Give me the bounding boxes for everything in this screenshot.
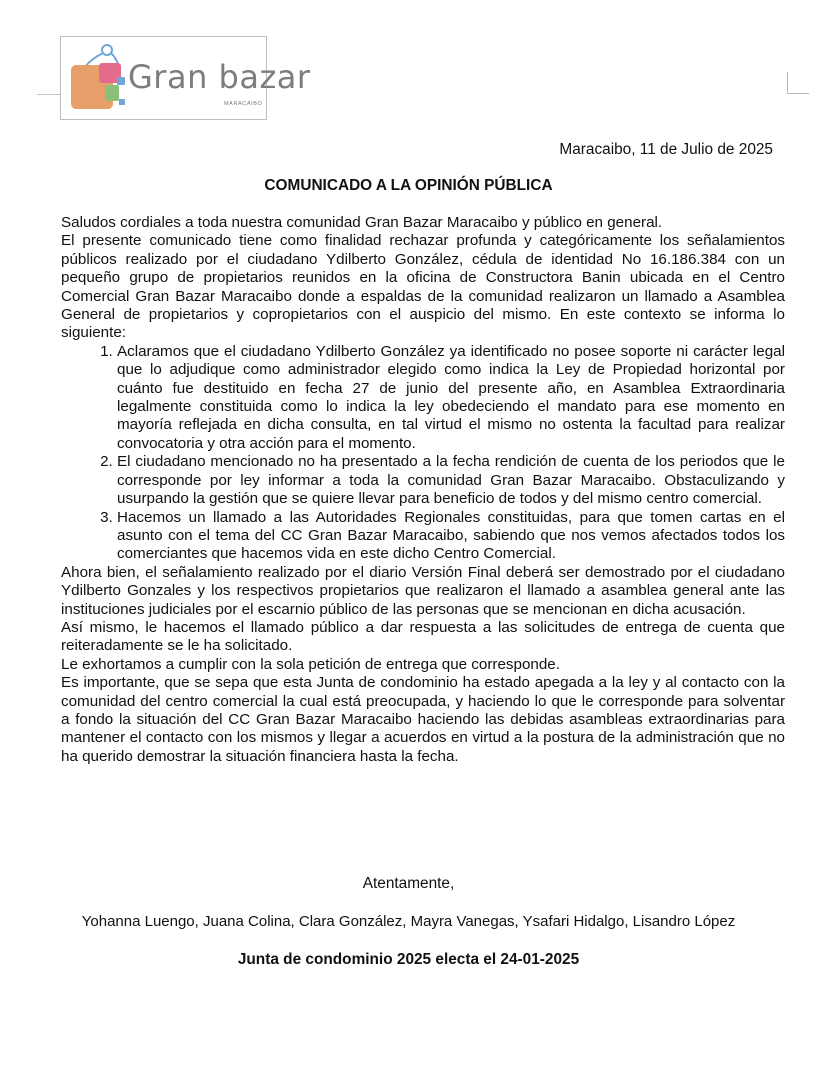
logo-wordmark: Gran bazar [128, 58, 311, 96]
document-body [61, 214, 785, 766]
logo-subtitle: MARACAIBO [224, 101, 263, 107]
paragraph-solicitudes: Así mismo, le hacemos el llamado público a dar respuesta a las solicitudes de entrega de cuenta que reiteradamente se le ha solicitado. [61, 618, 785, 655]
corner-mark [787, 93, 809, 94]
paragraph-junta: Es importante, que se sepa que esta Junta de condominio ha estado apegada a la ley y al contacto con la comunidad del centro comercial la cual está preocupada, y haciendo lo que le corresponde para solventar a fondo la situación del CC Gran Bazar Maracaibo haciendo las debidas asambleas extraordinarias para mantener el contacto con los mismos y llegar a acuerdos en virtud a la postura de la administración que no ha querido demostrar la situación financiera hasta la fecha. [61, 674, 785, 765]
document-title: COMUNICADO A LA OPINIÓN PÚBLICA [264, 177, 553, 194]
paragraph-version-final: Ahora bien, el señalamiento realizado por el diario Versión Final deberá ser demostrado por el ciudadano Ydilberto Gonzales y los respectivos propietarios que realizaron el llamado a asamblea general ante las instituciones judiciales por el escarnio público de las personas que se mencionan en dicha acusación. [61, 563, 785, 618]
corner-mark [787, 72, 788, 94]
header-rule [37, 94, 61, 95]
list-item: 2. El ciudadano mencionado no ha presentado a la fecha rendición de cuenta de los periodos que le corresponde por ley informar a toda la comunidad Gran Bazar Maracaibo. Obstaculizando y usurpando la gestión que se quiere llevar para beneficio de todos y del mismo centro comercial. [117, 453, 785, 508]
date-line: Maracaibo, 11 de Julio de 2025 [559, 141, 773, 158]
points-list [61, 343, 785, 564]
list-item: 3. Hacemos un llamado a las Autoridades Regionales constituidas, para que tomen cartas en el asunto con el tema del CC Gran Bazar Maracaibo, sabiendo que nos vemos afectados todos los comerciantes que hacemos vida en este dicho Centro Comercial. [117, 509, 785, 564]
logo [60, 36, 311, 120]
board-line: Junta de condominio 2025 electa el 24-01-2025 [237, 951, 580, 968]
paragraph-exhortamos: Le exhortamos a cumplir con la sola petición de entrega que corresponde. [61, 655, 560, 673]
closing-line: Atentamente, [362, 875, 455, 892]
signers-line: Yohanna Luengo, Juana Colina, Clara González, Mayra Vanegas, Ysafari Hidalgo, Lisandro López [81, 913, 736, 930]
list-item: 1. Aclaramos que el ciudadano Ydilberto González ya identificado no posee soporte ni carácter legal que lo adjudique como administrador elegido como indica la Ley de Propiedad horizontal por cuánto fue destituido en fecha 27 de junio del presente año, en Asamblea Extraordinaria legalmente constituida como lo indica la ley obedeciendo el mandato para ese momento en mayoría reflejada en dicha consulta, en tal virtud el mismo no ostenta la facultad para realizar convocatoria y otra acción para el momento. [117, 343, 785, 453]
greeting-paragraph: Saludos cordiales a toda nuestra comunidad Gran Bazar Maracaibo y público en general. [61, 214, 663, 231]
intro-paragraph: El presente comunicado tiene como finalidad rechazar profunda y categóricamente los señalamientos públicos realizado por el ciudadano Ydilberto González, cédula de identidad No 16.186.384 con un pequeño grupo de propietarios reunidos en la oficina de Constructora Banin ubicada en el Centro Comercial Gran Bazar Maracaibo donde a espaldas de la comunidad realizaron un llamado a Asamblea General de propietarios y copropietarios con el auspicio del mismo. En este contexto se informa lo siguiente: [61, 232, 785, 342]
